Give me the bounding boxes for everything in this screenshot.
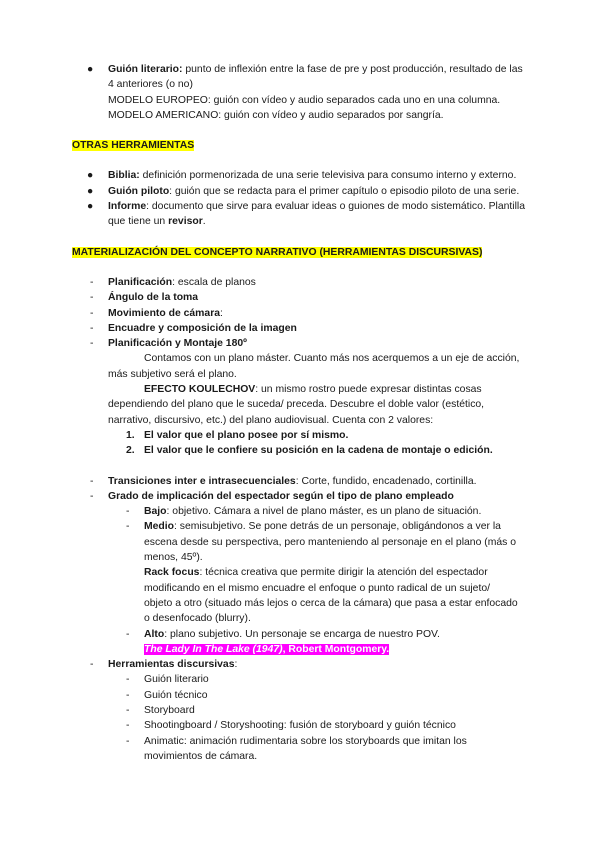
valor-2: 2. El valor que le confiere su posición en la cadena de montaje o edición. (0, 443, 600, 458)
definition: punto de inflexión entre la fase de pre y post producción, resultado de las 4 anteriores (o no) (108, 64, 523, 91)
item-planificacion: - Planificación: escala de planos (0, 275, 600, 290)
bullet-marker: ● (87, 201, 94, 213)
dash-marker: - (126, 735, 130, 747)
term-guion-literario: Guión literario: (108, 64, 183, 75)
dash-marker: - (90, 338, 94, 350)
dash-marker: - (126, 704, 130, 716)
number-marker: 1. (126, 429, 135, 441)
montaje-paragraph: Contamos con un plano máster. Cuanto más nos acerquemos a un eje de acción, más subjetivo será el plano. (108, 353, 520, 380)
sub-item: - Guión literario (0, 672, 600, 687)
bullet-marker: ● (87, 185, 94, 197)
bullet-marker: ● (87, 64, 94, 75)
item-herramientas: - Herramientas discursivas: (0, 657, 600, 672)
dash-marker: - (90, 292, 94, 304)
item-movimiento: - Movimiento de cámara: (0, 306, 600, 321)
heading-otras-herramientas: OTRAS HERRAMIENTAS (72, 140, 195, 152)
film-title: The Lady In The Lake (1947) (144, 643, 283, 655)
term-guion-piloto: Guión piloto (108, 185, 170, 197)
dash-marker: - (126, 720, 130, 732)
bullet-text (108, 62, 530, 93)
sub-item: - Shootingboard / Storyshooting: fusión de storyboard y guión técnico (0, 718, 600, 733)
dash-marker: - (90, 659, 94, 671)
sub-item: - Storyboard (0, 703, 600, 718)
bullet-informe: ● Informe: documento que sirve para evaluar ideas o guiones de modo sistemático. Plantilla que tiene un revisor. (87, 201, 526, 228)
grado-bajo: - Bajo: objetivo. Cámara a nivel de plano máster, es un plano de situación. (0, 504, 600, 519)
sub-item: - Guión técnico (0, 688, 600, 703)
modelo-americano: MODELO AMERICANO: guión con vídeo y audio separados por sangría. (108, 109, 444, 121)
koulechov-paragraph: EFECTO KOULECHOV: un mismo rostro puede expresar distintas cosas dependiendo del plano que le suceda/ preceda. Descubre el doble valor (estético, narrativo, discursivo, etc.) del plano audiovisual. Cuenta con 2 valores: (108, 384, 485, 426)
item-encuadre: - Encuadre y composición de la imagen (0, 321, 600, 336)
dash-marker: - (90, 475, 94, 487)
bullet-marker: ● (87, 170, 94, 182)
bullet-biblia: ● Biblia: definición pormenorizada de una serie televisiva para consumo interno y externo. (0, 168, 600, 183)
film-reference: The Lady In The Lake (1947), Robert Montgomery. (144, 643, 390, 655)
dash-marker: - (126, 628, 130, 640)
valor-1: 1. El valor que el plano posee por sí mismo. (0, 428, 600, 443)
modelo-europeo: MODELO EUROPEO: guión con vídeo y audio separados cada uno en una columna. (108, 94, 501, 106)
grado-medio: - Medio: semisubjetivo. Se pone detrás de un personaje, obligándonos a ver la escena desde su perspectiva, pero manteniendo al personaje en el plano (más o menos, 45º). Rack focus: técnica creativa que permite dirigir la atención del espectador modificando en el mismo encuadre el enfoque o punto radical de un sujeto/ objeto a otro (situado más lejos o cerca de la cámara) que pasa a estar enfocado o desenfocado (blurry). (0, 519, 600, 626)
bullet-guion-piloto: ● Guión piloto: guión que se redacta para el primer capítulo o episodio piloto de una serie. (0, 184, 600, 199)
dash-marker: - (90, 307, 94, 319)
item-montaje: - Planificación y Montaje 180º (0, 336, 600, 351)
document-page (0, 62, 600, 764)
dash-marker: - (90, 276, 94, 288)
dash-marker: - (126, 674, 130, 686)
rack-focus: Rack focus: técnica creativa que permite dirigir la atención del espectador modificando en el mismo encuadre el enfoque o punto radical de un sujeto/ objeto a otro (situado más lejos o cerca de la cámara) que pasa a estar enfocado o desenfocado (blurry). (144, 567, 518, 625)
dash-marker: - (90, 322, 94, 334)
dash-marker: - (126, 521, 130, 533)
term-revisor: revisor (168, 216, 203, 228)
item-angulo: - Ángulo de la toma (0, 290, 600, 305)
grado-alto: - Alto: plano subjetivo. Un personaje se encarga de nuestro POV. The Lady In The Lake (1947), Robert Montgomery. (0, 627, 600, 658)
term-koulechov: EFECTO KOULECHOV (144, 384, 256, 396)
term-biblia: Biblia: (108, 170, 140, 182)
number-marker: 2. (126, 445, 135, 457)
term-informe: Informe (108, 201, 147, 213)
sub-item: - Animatic: animación rudimentaria sobre los storyboards que imitan los movimientos de cámara. (126, 735, 467, 762)
item-grado: - Grado de implicación del espectador según el tipo de plano empleado (0, 489, 600, 504)
dash-marker: - (126, 506, 130, 518)
item-transiciones: - Transiciones inter e intrasecuenciales: Corte, fundido, encadenado, cortinilla. (0, 474, 600, 489)
dash-marker: - (126, 689, 130, 701)
heading-materializacion: MATERIALIZACIÓN DEL CONCEPTO NARRATIVO (HERRAMIENTAS DISCURSIVAS) (72, 246, 483, 258)
bullet-guion-literario (0, 62, 600, 123)
dash-marker: - (90, 490, 94, 502)
